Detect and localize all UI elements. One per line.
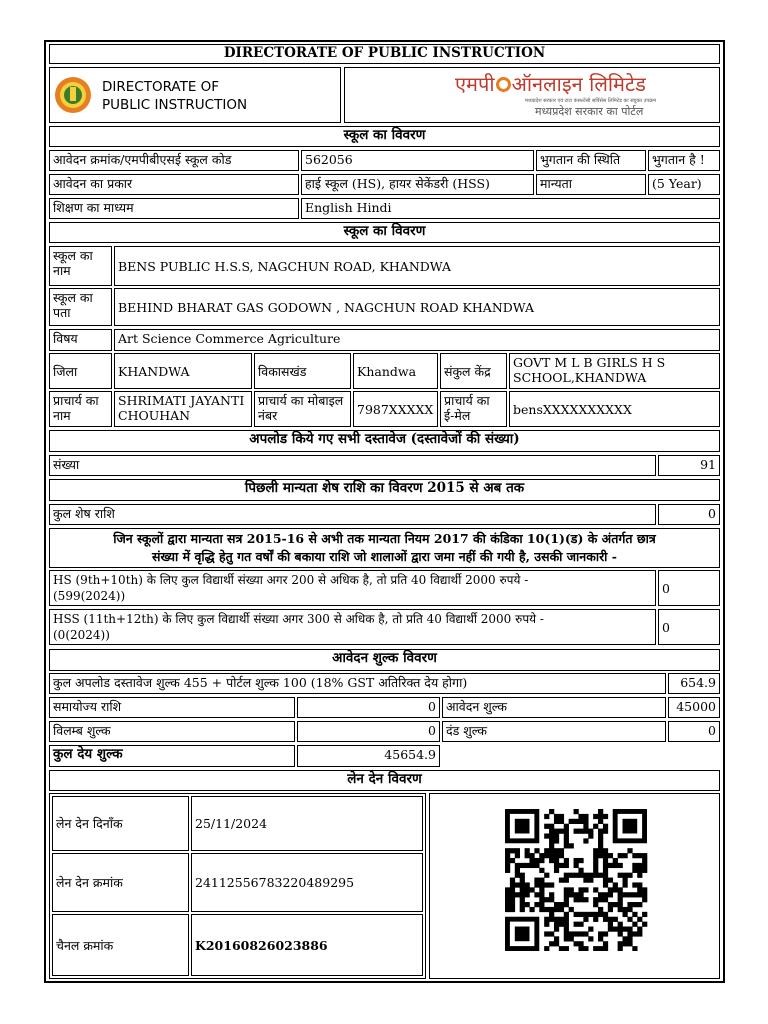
channel-no-label: चैनल क्रमांक: [52, 914, 189, 976]
hss-line1: HSS (11th+12th) के लिए कुल विद्यार्थी संख्या अगर 300 से अधिक है, तो प्रति 40 विद्यार्थी 2000 रुपये -: [53, 612, 544, 626]
application-no-value: 562056: [301, 150, 534, 171]
adjustable-label: समायोज्य राशि: [49, 697, 295, 718]
mponline-circle-icon: [496, 77, 511, 92]
subject-label: विषय: [49, 329, 112, 351]
penalty-label: दंड शुल्क: [442, 721, 666, 742]
receipt-page: [44, 40, 725, 983]
school-address-value: BEHIND BHARAT GAS GODOWN , NAGCHUN ROAD KHANDWA: [114, 288, 720, 326]
school-name-label: स्कूल का नाम: [49, 246, 112, 286]
recognition-value: (5 Year): [648, 174, 720, 195]
txn-date-label: लेन देन दिनाँक: [52, 796, 189, 851]
total-balance-value: 0: [658, 504, 720, 525]
school-info-heading: स्कूल का विवरण: [49, 126, 720, 147]
cluster-value: GOVT M L B GIRLS H S SCHOOL,KHANDWA: [509, 353, 720, 389]
adjustable-value: 0: [297, 697, 440, 718]
documents-heading: अपलोड किये गए सभी दस्तावेज (दस्तावेजों की संख्या): [49, 430, 720, 452]
txn-no-label: लेन देन क्रमांक: [52, 853, 189, 912]
dpi-logo-line1: DIRECTORATE OF: [102, 79, 220, 95]
txn-no-value: 24112556783220489295: [191, 853, 423, 912]
balance-heading: पिछली मान्यता शेष राशि का विवरण 2015 से अब तक: [49, 479, 720, 501]
application-fee-value: 45000: [668, 697, 720, 718]
application-type-label: आवेदन का प्रकार: [49, 174, 299, 195]
mponline-brand-part2: ऑनलाइन लिमिटेड: [511, 72, 646, 96]
upload-fee-value: 654.9: [668, 673, 720, 694]
school-address-label: स्कूल का पता: [49, 288, 112, 326]
late-fee-value: 0: [297, 721, 440, 742]
txn-date-value: 25/11/2024: [191, 796, 423, 851]
application-no-label: आवेदन क्रमांक/एमपीबीएसई स्कूल कोड: [49, 150, 299, 171]
dpi-emblem-icon: [54, 76, 92, 114]
total-balance-label: कुल शेष राशि: [49, 504, 656, 525]
mponline-portal: मध्यप्रदेश सरकार का पोर्टल: [535, 105, 644, 118]
hs-balance-value: 0: [658, 570, 720, 606]
block-label: विकासखंड: [254, 353, 351, 389]
school-details-heading: स्कूल का विवरण: [49, 222, 720, 243]
principal-email-value: bensXXXXXXXXXX: [509, 391, 720, 427]
principal-email-label: प्राचार्य का ई-मेल: [440, 391, 507, 427]
mponline-tagline: मध्यप्रदेश सरकार एवं टाटा कंसल्टेंसी सर्विसेस लिमिटेड का संयुक्त उपक्रम: [525, 98, 657, 104]
principal-mobile-value: 7987XXXXX: [353, 391, 438, 427]
school-name-value: BENS PUBLIC H.S.S, NAGCHUN ROAD, KHANDWA: [114, 246, 720, 286]
payment-status-label: भुगतान की स्थिति: [536, 150, 646, 171]
application-type-value: हाई स्कूल (HS), हायर सेकेंडरी (HSS): [301, 174, 534, 195]
document-count-value: 91: [658, 455, 720, 476]
medium-value: English Hindi: [301, 198, 720, 219]
application-fee-label: आवेदन शुल्क: [442, 697, 666, 718]
cluster-label: संकुल केंद्र: [440, 353, 507, 389]
channel-no-value: K20160826023886: [191, 914, 423, 976]
transaction-heading: लेन देन विवरण: [49, 770, 720, 791]
principal-name-value: SHRIMATI JAYANTI CHOUHAN: [114, 391, 252, 427]
hss-balance-label: [49, 609, 656, 645]
subject-value: Art Science Commerce Agriculture: [114, 329, 720, 351]
mponline-logo-box: [344, 67, 720, 123]
recognition-label: मान्यता: [536, 174, 646, 195]
principal-name-label: प्राचार्य का नाम: [49, 391, 112, 427]
total-fee-label: कुल देय शुल्क: [49, 745, 295, 767]
principal-mobile-label: प्राचार्य का मोबाइल नंबर: [254, 391, 351, 427]
fee-heading: आवेदन शुल्क विवरण: [49, 649, 720, 671]
late-fee-label: विलम्ब शुल्क: [49, 721, 295, 742]
notice-line1: जिन स्कूलों द्वारा मान्यता सत्र 2015-16 से अभी तक मान्यता नियम 2017 की कंडिका 10(1)(ड) के अंतर्गत छात्र: [113, 531, 656, 546]
block-value: Khandwa: [353, 353, 438, 389]
hs-line2: (599(2024)): [53, 589, 126, 603]
dpi-logo-box: [49, 67, 341, 123]
total-fee-value: 45654.9: [297, 745, 440, 767]
qr-code-icon: [500, 809, 652, 951]
district-label: जिला: [49, 353, 112, 389]
hs-line1: HS (9th+10th) के लिए कुल विद्यार्थी संख्या अगर 200 से अधिक है, तो प्रति 40 विद्यार्थी 2000 रुपये -: [53, 573, 529, 587]
district-value: KHANDWA: [114, 353, 252, 389]
medium-label: शिक्षण का माध्यम: [49, 198, 299, 219]
hss-balance-value: 0: [658, 609, 720, 645]
qr-code-box: [429, 793, 720, 979]
hs-balance-label: [49, 570, 656, 606]
page-title: DIRECTORATE OF PUBLIC INSTRUCTION: [49, 44, 720, 64]
notice-line2: संख्या में वृद्धि हेतु गत वर्षों की बकाया राशि जो शालाओं द्वारा जमा नहीं की गयी है, उसकी जानकारी -: [152, 549, 617, 564]
mponline-brand-part1: एमपी: [455, 72, 495, 96]
payment-status-value: भुगतान है !: [648, 150, 720, 171]
hss-line2: (0(2024)): [53, 628, 110, 642]
document-count-label: संख्या: [49, 455, 656, 476]
penalty-value: 0: [668, 721, 720, 742]
notice-box: [49, 528, 720, 568]
dpi-logo-line2: PUBLIC INSTRUCTION: [102, 97, 248, 113]
upload-fee-label: कुल अपलोड दस्तावेज शुल्क 455 + पोर्टल शुल्क 100 (18% GST अतिरिक्त देय होगा): [49, 673, 666, 694]
